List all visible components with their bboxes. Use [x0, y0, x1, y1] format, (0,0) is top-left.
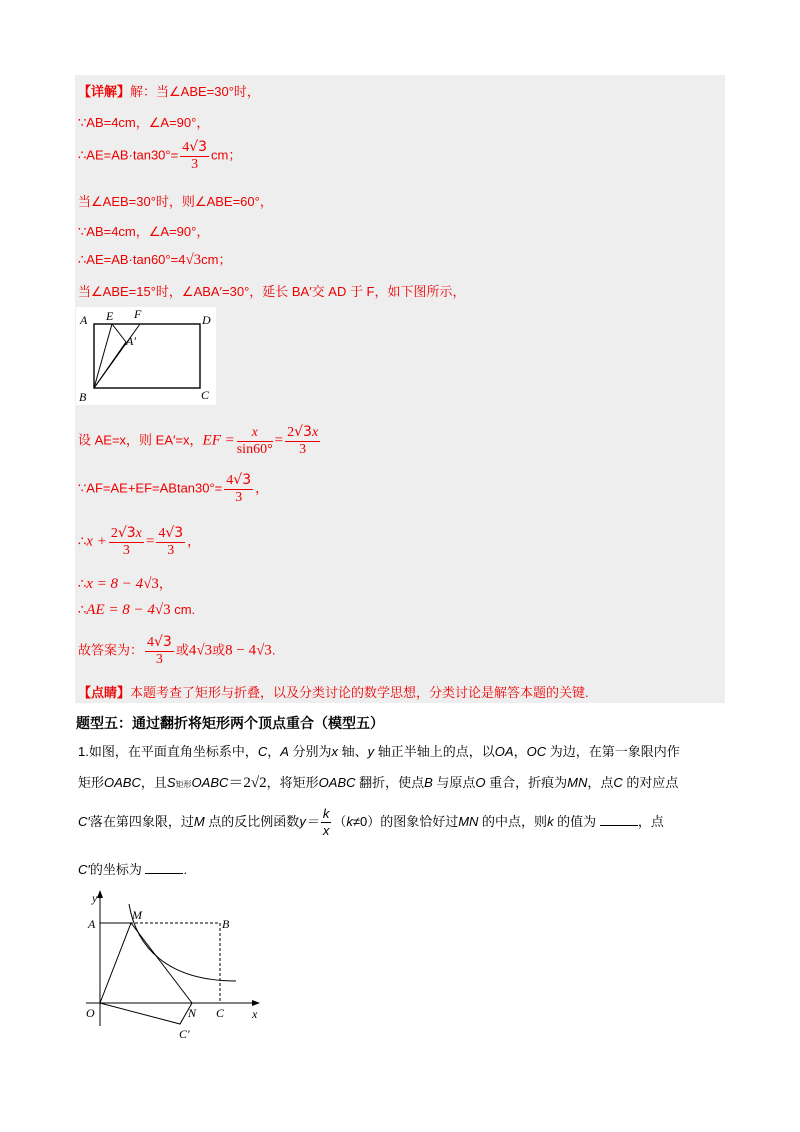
answer-blank-k[interactable] [600, 813, 638, 826]
label-O: O [86, 1006, 95, 1020]
answer-line: 故答案为： $\frac{4√3}{3}$ 或4√3或8 − 4√3. [78, 634, 276, 667]
solution-line-1: 【详解】解：当∠ABE=30°时， [78, 84, 260, 99]
solution-line-10: ∴x + $\frac{2√3x}{3}$ = $\frac{4√3}{3}$ ， [78, 525, 201, 558]
solution-line-12: ∴AE = 8 − 4√3 cm. [78, 602, 196, 618]
solution-line-6: ∴AE=AB·tan60°=4√3cm； [78, 252, 232, 268]
solution-line-5: ∵AB=4cm，∠A=90°， [78, 224, 210, 239]
label-F: F [134, 307, 142, 321]
solution-line-8: 设 AE=x，则 EA′=x，EF = $\frac{x}{\sin 60^\circ}$ = $\frac{2√3x}{3}$ [78, 424, 319, 457]
label-N: N [188, 1006, 197, 1020]
detail-tag: 【详解】 [78, 84, 131, 99]
problem-line-2: 矩形OABC，且S矩形OABC＝2√2，将矩形OABC 翻折，使点B 与原点O 重合，折痕为MN，点C 的对应点 [78, 775, 679, 791]
review-line: 【点睛】本题考查了矩形与折叠，以及分类讨论的数学思想，分类讨论是解答本题的关键. [78, 685, 589, 700]
section-heading: 题型五：通过翻折将矩形两个顶点重合（模型五） [76, 715, 384, 731]
answer-blank-c-prime[interactable] [145, 861, 183, 874]
label-A-prime: A′ [126, 334, 136, 348]
coordinate-fold-figure [76, 886, 266, 1046]
axis-label-x: x [252, 1007, 258, 1021]
label-C-prime: C′ [179, 1027, 190, 1041]
label-C: C [201, 388, 210, 402]
fraction: $\frac{4√3}{3}$ [182, 139, 208, 172]
label-B: B [79, 390, 87, 404]
problem-line-4: C′的坐标为 . [78, 862, 188, 877]
solution-line-2: ∵AB=4cm，∠A=90°， [78, 115, 210, 130]
solution-line-7: 当∠ABE=15°时，∠ABA′=30°，延长 BA′交 AD 于 F，如下图所示， [78, 284, 466, 299]
label-M: M [132, 908, 142, 922]
review-tag: 【点睛】 [78, 685, 131, 700]
label-D: D [202, 313, 211, 327]
label-C: C [216, 1006, 225, 1020]
solution-line-3: ∴AE=AB·tan30°= $\frac{4√3}{3}$ cm； [78, 139, 242, 172]
label-B: B [222, 917, 230, 931]
rectangle-fold-figure [76, 307, 216, 405]
problem-line-3: C′落在第四象限，过M 点的反比例函数y＝ $\frac{k}{x}$ （k≠0）的图象恰好过MN 的中点，则k 的值为 ，点 [78, 806, 664, 838]
solution-line-9: ∵AF=AE+EF=ABtan30°= $\frac{4√3}{3}$ ， [78, 472, 269, 505]
label-A: A [88, 917, 96, 931]
solution-line-11: ∴x = 8 − 4√3， [78, 576, 172, 592]
label-A: A [80, 313, 88, 327]
label-E: E [106, 309, 114, 323]
solution-line-4: 当∠AEB=30°时，则∠ABE=60°， [78, 194, 273, 209]
axis-label-y: y [92, 891, 98, 905]
problem-line-1: 1.如图，在平面直角坐标系中，C，A 分别为x 轴、y 轴正半轴上的点，以OA，OC 为边，在第一象限内作 [78, 744, 680, 759]
